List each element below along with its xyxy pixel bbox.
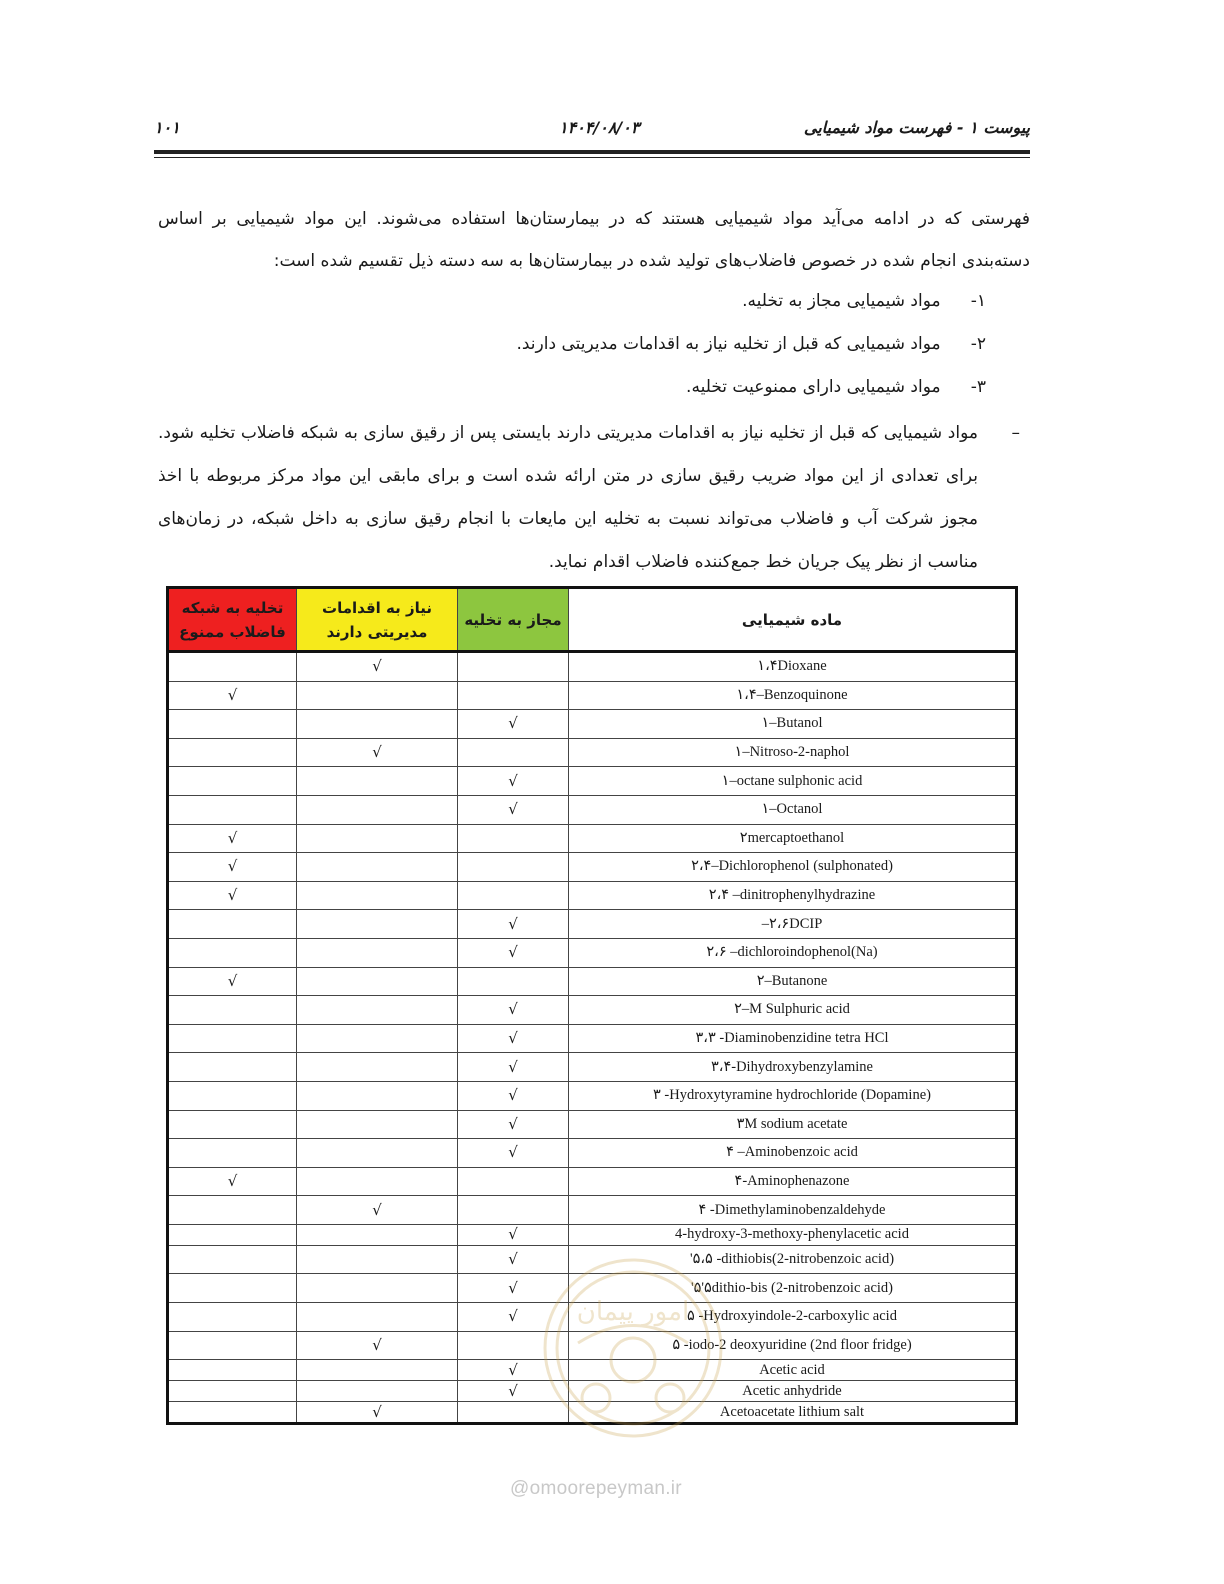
check-mark-icon: √ (508, 1057, 518, 1076)
table-row (168, 1196, 1017, 1225)
check-mark-icon: √ (372, 657, 382, 676)
cell-management (297, 1196, 458, 1225)
cell-chemical-name: ۲،۴–Dichlorophenol (sulphonated) (569, 853, 1017, 882)
cell-chemical-name: ۱–Butanol (569, 710, 1017, 739)
check-mark-icon: √ (227, 857, 238, 876)
cell-management (297, 1110, 458, 1139)
cell-allowed (458, 1110, 569, 1139)
table-row (168, 1081, 1017, 1110)
header-chemical-name: ماده شیمیایی (569, 588, 1017, 652)
cell-banned (168, 767, 297, 796)
cell-chemical-name: ۲mercaptoethanol (569, 824, 1017, 853)
cell-management (297, 767, 458, 796)
cell-chemical-name: ۲–Butanone (569, 967, 1017, 996)
cell-management (297, 1402, 458, 1424)
cell-management (297, 1274, 458, 1303)
check-mark-icon: √ (508, 1307, 518, 1326)
header-banned (168, 588, 297, 652)
note-paragraph (158, 412, 1020, 584)
cell-banned (168, 710, 297, 739)
check-mark-icon: √ (508, 771, 518, 790)
table-row (168, 1024, 1017, 1053)
table-row (168, 996, 1017, 1025)
category-text: مواد شیمیایی مجاز به تخلیه. (742, 291, 941, 311)
check-mark-icon: √ (508, 1360, 518, 1379)
check-mark-icon: √ (372, 1200, 382, 1219)
check-mark-icon: √ (508, 800, 518, 819)
cell-banned (168, 824, 297, 853)
category-number: ۱- (970, 291, 986, 311)
table-row (168, 938, 1017, 967)
cell-allowed (458, 824, 569, 853)
cell-chemical-name: Acetic anhydride (569, 1381, 1017, 1402)
table-header-row (168, 588, 1017, 652)
header-rule-thick (154, 150, 1030, 154)
header-management-line1: نیاز به اقدامات (322, 598, 432, 617)
cell-chemical-name: ۳،۳ -Diaminobenzidine tetra HCl (569, 1024, 1017, 1053)
page-number: ۱۰۱ (154, 118, 180, 137)
cell-management (297, 710, 458, 739)
note-text: مواد شیمیایی که قبل از تخلیه نیاز به اقدامات مدیریتی دارند بایستی پس از رقیق سازی به شبکه فاضلاب تخلیه شود. برای تعدادی از این مواد ضریب رقیق سازی در متن ارائه شده است و برای مابقی این مواد مرکز مربوطه با اخذ مجوز شرکت آب و فاضلاب می‌تواند نسبت به تخلیه این مایعات با انجام رقیق سازی به داخل شبکه، در زمان‌های مناسب از نظر پیک جریان خط جمع‌کننده فاضلاب اقدام نماید. (158, 423, 978, 572)
intro-paragraph (158, 198, 1030, 282)
cell-chemical-name: ۳M sodium acetate (569, 1110, 1017, 1139)
seal-watermark (538, 1248, 728, 1448)
cell-management (297, 996, 458, 1025)
category-number: ۳- (970, 377, 986, 397)
cell-chemical-name: ۳،۴-Dihydroxybenzylamine (569, 1053, 1017, 1082)
cell-banned (168, 1303, 297, 1332)
table-row (168, 767, 1017, 796)
check-mark-icon: √ (508, 1086, 518, 1105)
check-mark-icon: √ (508, 1143, 518, 1162)
table-row (168, 795, 1017, 824)
cell-chemical-name: –۲،۶DCIP (569, 910, 1017, 939)
cell-chemical-name: ۲–M Sulphuric acid (569, 996, 1017, 1025)
header-title: پیوست ۱ - فهرست مواد شیمیایی (803, 118, 1030, 137)
cell-management (297, 824, 458, 853)
cell-management (297, 652, 458, 682)
category-list (286, 282, 986, 411)
cell-management (297, 853, 458, 882)
cell-allowed (458, 996, 569, 1025)
table-row (168, 710, 1017, 739)
table-row (168, 681, 1017, 710)
check-mark-icon: √ (508, 943, 518, 962)
cell-allowed (458, 1167, 569, 1196)
cell-management (297, 881, 458, 910)
cell-banned (168, 1053, 297, 1082)
cell-allowed (458, 1139, 569, 1168)
cell-management (297, 967, 458, 996)
cell-banned (168, 853, 297, 882)
table-row (168, 1224, 1017, 1245)
cell-allowed (458, 853, 569, 882)
cell-allowed (458, 795, 569, 824)
cell-banned (168, 910, 297, 939)
category-text: مواد شیمیایی دارای ممنوعیت تخلیه. (686, 377, 941, 397)
check-mark-icon: √ (372, 1335, 382, 1354)
site-watermark (510, 1478, 682, 1500)
cell-management (297, 1053, 458, 1082)
cell-chemical-name: ۵ -Hydroxyindole-2-carboxylic acid (569, 1303, 1017, 1332)
cell-allowed (458, 1196, 569, 1225)
cell-banned (168, 1139, 297, 1168)
cell-banned (168, 1081, 297, 1110)
cell-banned (168, 1167, 297, 1196)
note-dash: – (1011, 423, 1020, 443)
cell-allowed (458, 1024, 569, 1053)
header-management (297, 588, 458, 652)
check-mark-icon: √ (508, 1250, 518, 1269)
cell-allowed (458, 967, 569, 996)
check-mark-icon: √ (227, 685, 238, 704)
cell-banned (168, 1196, 297, 1225)
category-item (286, 282, 986, 325)
cell-management (297, 1245, 458, 1274)
cell-chemical-name: Acetoacetate lithium salt (569, 1402, 1017, 1424)
cell-banned (168, 1110, 297, 1139)
cell-banned (168, 681, 297, 710)
check-mark-icon: √ (227, 828, 238, 847)
header-allowed: مجاز به تخلیه (458, 588, 569, 652)
cell-banned (168, 1274, 297, 1303)
cell-allowed (458, 1081, 569, 1110)
table-row (168, 824, 1017, 853)
cell-chemical-name: '۵،۵ -dithiobis(2-nitrobenzoic acid) (569, 1245, 1017, 1274)
cell-chemical-name: '۵'۵dithio-bis (2-nitrobenzoic acid) (569, 1274, 1017, 1303)
cell-management (297, 681, 458, 710)
check-mark-icon: √ (508, 1381, 518, 1400)
check-mark-icon: √ (508, 914, 518, 933)
cell-allowed (458, 767, 569, 796)
cell-chemical-name: ۲،۴ –dinitrophenylhydrazine (569, 881, 1017, 910)
cell-management (297, 1081, 458, 1110)
check-mark-icon: √ (372, 743, 382, 762)
cell-banned (168, 938, 297, 967)
cell-allowed (458, 738, 569, 767)
cell-banned (168, 1331, 297, 1360)
cell-banned (168, 967, 297, 996)
cell-management (297, 1224, 458, 1245)
cell-chemical-name: ۱،۴Dioxane (569, 652, 1017, 682)
header-banned-line2: فاضلاب ممنوع (179, 622, 286, 641)
header-banned-line1: تخلیه به شبکه (181, 598, 284, 617)
cell-chemical-name: ۲،۶ –dichloroindophenol(Na) (569, 938, 1017, 967)
cell-management (297, 1303, 458, 1332)
cell-allowed (458, 938, 569, 967)
header-management-line2: مدیریتی دارند (326, 622, 428, 641)
seal-text: امور پیمان (576, 1297, 690, 1327)
category-number: ۲- (970, 334, 986, 354)
cell-management (297, 1360, 458, 1381)
cell-banned (168, 996, 297, 1025)
cell-allowed (458, 910, 569, 939)
table-row (168, 1053, 1017, 1082)
site-watermark-text: omoorepeyman.ir (529, 1478, 682, 1499)
check-mark-icon: √ (227, 886, 238, 905)
cell-chemical-name: ۴ –Aminobenzoic acid (569, 1139, 1017, 1168)
cell-management (297, 1024, 458, 1053)
cell-banned (168, 1024, 297, 1053)
check-mark-icon: √ (372, 1402, 382, 1421)
cell-management (297, 910, 458, 939)
cell-allowed (458, 710, 569, 739)
cell-chemical-name: Acetic acid (569, 1360, 1017, 1381)
cell-chemical-name: ۱–Nitroso-2-naphol (569, 738, 1017, 767)
cell-banned (168, 1402, 297, 1424)
category-text: مواد شیمیایی که قبل از تخلیه نیاز به اقدامات مدیریتی دارند. (516, 334, 941, 354)
category-item (286, 368, 986, 411)
cell-banned (168, 1245, 297, 1274)
table-row (168, 738, 1017, 767)
check-mark-icon: √ (508, 1114, 518, 1133)
cell-banned (168, 795, 297, 824)
check-mark-icon: √ (508, 1225, 518, 1244)
cell-banned (168, 738, 297, 767)
table-row (168, 652, 1017, 682)
cell-management (297, 1331, 458, 1360)
cell-management (297, 938, 458, 967)
table-row (168, 967, 1017, 996)
check-mark-icon: √ (227, 971, 238, 990)
cell-chemical-name: ۳ -Hydroxytyramine hydrochloride (Dopamine) (569, 1081, 1017, 1110)
cell-chemical-name: 4-hydroxy-3-methoxy-phenylacetic acid (569, 1224, 1017, 1245)
check-mark-icon: √ (508, 714, 518, 733)
cell-chemical-name: ۱–Octanol (569, 795, 1017, 824)
cell-allowed (458, 1053, 569, 1082)
category-item (286, 325, 986, 368)
header-date: ۱۴۰۴/۰۸/۰۳ (559, 118, 640, 137)
table-row (168, 1167, 1017, 1196)
cell-banned (168, 881, 297, 910)
header-rule-thin (154, 157, 1030, 158)
cell-allowed (458, 652, 569, 682)
running-header (154, 118, 1030, 148)
cell-banned (168, 1224, 297, 1245)
intro-text: فهرستی که در ادامه می‌آید مواد شیمیایی هستند که در بیمارستان‌ها استفاده می‌شوند. این مواد شیمیایی بر اساس دسته‌بندی انجام شده در خصوص فاضلاب‌های تولید شده در بیمارستان‌ها به سه دسته ذیل تقسیم شده است: (158, 209, 1030, 271)
check-mark-icon: √ (227, 1171, 238, 1190)
cell-chemical-name: ۴ -Dimethylaminobenzaldehyde (569, 1196, 1017, 1225)
table-row (168, 1139, 1017, 1168)
cell-management (297, 795, 458, 824)
cell-chemical-name: ۵ -iodo-2 deoxyuridine (2nd floor fridge) (569, 1331, 1017, 1360)
table-row (168, 881, 1017, 910)
check-mark-icon: √ (508, 1029, 518, 1048)
table-row (168, 910, 1017, 939)
cell-management (297, 1139, 458, 1168)
cell-banned (168, 652, 297, 682)
table-row (168, 1110, 1017, 1139)
cell-banned (168, 1381, 297, 1402)
cell-allowed (458, 881, 569, 910)
cell-management (297, 738, 458, 767)
cell-chemical-name: ۴-Aminophenazone (569, 1167, 1017, 1196)
at-icon: @ (510, 1478, 530, 1499)
check-mark-icon: √ (508, 1278, 518, 1297)
cell-management (297, 1381, 458, 1402)
cell-banned (168, 1360, 297, 1381)
cell-management (297, 1167, 458, 1196)
check-mark-icon: √ (508, 1000, 518, 1019)
cell-chemical-name: ۱،۴–Benzoquinone (569, 681, 1017, 710)
cell-allowed (458, 681, 569, 710)
cell-chemical-name: ۱–octane sulphonic acid (569, 767, 1017, 796)
cell-allowed (458, 1224, 569, 1245)
table-row (168, 853, 1017, 882)
